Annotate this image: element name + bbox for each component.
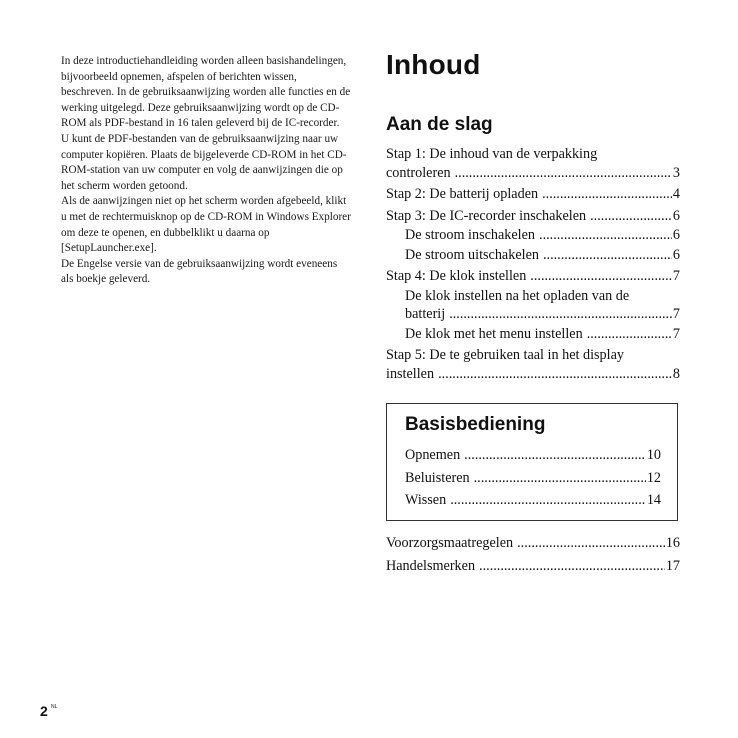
toc-entry-step3[interactable] xyxy=(386,207,680,226)
toc-getting-started xyxy=(386,145,680,386)
dot-leader xyxy=(543,246,672,265)
page-number: 2 xyxy=(40,703,48,719)
page-language-code: NL xyxy=(51,704,58,710)
intro-paragraph: Als de aanwijzingen niet op het scherm worden afgebeeld, klikt u met de rechtermuisknop op de CD-ROM in Windows Explorer om deze te openen, en dubbelklikt u daarna op [SetupLauncher.exe]. xyxy=(61,195,351,255)
toc-page-number: 17 xyxy=(665,557,680,574)
toc-page-number: 6 xyxy=(672,207,680,224)
toc-entry-clock-menu[interactable] xyxy=(386,325,680,344)
toc-entry-step5[interactable] xyxy=(386,346,680,383)
dot-leader xyxy=(479,557,665,576)
toc-entry-label: Handelsmerken xyxy=(386,557,476,574)
intro-text xyxy=(61,54,351,288)
toc-entry-label: Wissen xyxy=(405,492,447,508)
toc-entry-label: Voorzorgsmaatregelen xyxy=(386,535,514,551)
basic-operations-box xyxy=(386,403,678,521)
toc-entry-label-line1: Stap 5: De te gebruiken taal in het display xyxy=(386,347,624,363)
toc-entry-label-line2: batterij xyxy=(405,306,446,322)
toc-entry-trademarks[interactable] xyxy=(386,557,680,576)
toc-page-number: 8 xyxy=(672,365,680,382)
toc-entry-step1[interactable] xyxy=(386,145,680,182)
toc-page-number: 12 xyxy=(646,469,661,486)
page-title: Inhoud xyxy=(386,49,481,80)
dot-leader xyxy=(590,207,672,226)
toc-page-number: 7 xyxy=(672,325,680,342)
toc-entry-label-line1: De klok instellen na het opladen van de xyxy=(405,287,630,304)
dot-leader xyxy=(539,226,672,245)
dot-leader xyxy=(517,534,665,553)
intro-paragraph: U kunt de PDF-bestanden van de gebruiksaanwijzing naar uw computer kopiëren. Plaats de bijgeleverde CD-ROM in het CD-ROM-station van uw computer en volg de aanwijzingen die op het scherm worden getoond. xyxy=(61,132,347,192)
toc-entry-label: De stroom uitschakelen xyxy=(405,246,539,263)
toc-entry-label: Stap 3: De IC-recorder inschakelen xyxy=(386,207,587,224)
dot-leader xyxy=(455,164,672,183)
dot-leader xyxy=(542,185,672,204)
section-heading-getting-started: Aan de slag xyxy=(386,114,493,135)
dot-leader xyxy=(438,365,672,384)
toc-entry-clock-after-charge[interactable] xyxy=(386,287,680,324)
toc-page-number: 7 xyxy=(672,306,680,322)
toc-entry-step4[interactable] xyxy=(386,267,680,286)
toc-page-number: 6 xyxy=(672,227,680,243)
section-heading-basic-operations: Basisbediening xyxy=(405,414,546,435)
toc-page-number: 4 xyxy=(672,186,680,202)
toc-entry-label-line2: controleren xyxy=(386,164,451,181)
toc-entry-record[interactable] xyxy=(405,444,661,467)
intro-paragraph: In deze introductiehandleiding worden alleen basishandelingen, bijvoorbeeld opnemen, afspelen of berichten wissen, beschreven. In de gebruiksaanwijzing worden alle functies en de werking uitgelegd. Deze gebruiksaanwijzing wordt op de CD-ROM als PDF-bestand in 16 talen geleverd bij de IC-recorder. xyxy=(61,55,351,130)
toc-entry-step2[interactable] xyxy=(386,185,680,204)
toc-entry-precautions[interactable] xyxy=(386,534,680,553)
toc-entry-label: De klok met het menu instellen xyxy=(405,325,583,342)
toc-entry-label: Stap 2: De batterij opladen xyxy=(386,186,539,202)
dot-leader xyxy=(450,489,646,512)
toc-entry-erase[interactable] xyxy=(405,489,661,512)
toc-entry-label: Beluisteren xyxy=(405,469,470,486)
toc-entry-label-line2: instellen xyxy=(386,365,435,382)
toc-entry-label: Stap 4: De klok instellen xyxy=(386,268,527,284)
toc-page-number: 10 xyxy=(646,447,661,463)
toc-entry-label: Opnemen xyxy=(405,447,461,463)
toc-page-number: 16 xyxy=(665,535,680,551)
dot-leader xyxy=(474,467,646,490)
toc-entry-label: De stroom inschakelen xyxy=(405,227,536,243)
intro-paragraph: De Engelse versie van de gebruiksaanwijzing wordt eveneens als boekje geleverd. xyxy=(61,257,338,286)
dot-leader xyxy=(530,267,672,286)
basic-operations-list xyxy=(405,444,661,512)
toc-entry-label-line1: Stap 1: De inhoud van de verpakking xyxy=(386,146,598,162)
toc-page-number: 14 xyxy=(646,492,661,508)
dot-leader xyxy=(587,325,672,344)
toc-entry-power-on[interactable] xyxy=(386,226,680,245)
toc-entry-listen[interactable] xyxy=(405,467,661,490)
toc-appendix xyxy=(386,534,680,578)
toc-page-number: 3 xyxy=(672,164,680,181)
dot-leader xyxy=(464,444,646,467)
toc-page-number: 6 xyxy=(672,246,680,263)
dot-leader xyxy=(449,305,672,324)
toc-entry-power-off[interactable] xyxy=(386,246,680,265)
toc-page-number: 7 xyxy=(672,268,680,284)
